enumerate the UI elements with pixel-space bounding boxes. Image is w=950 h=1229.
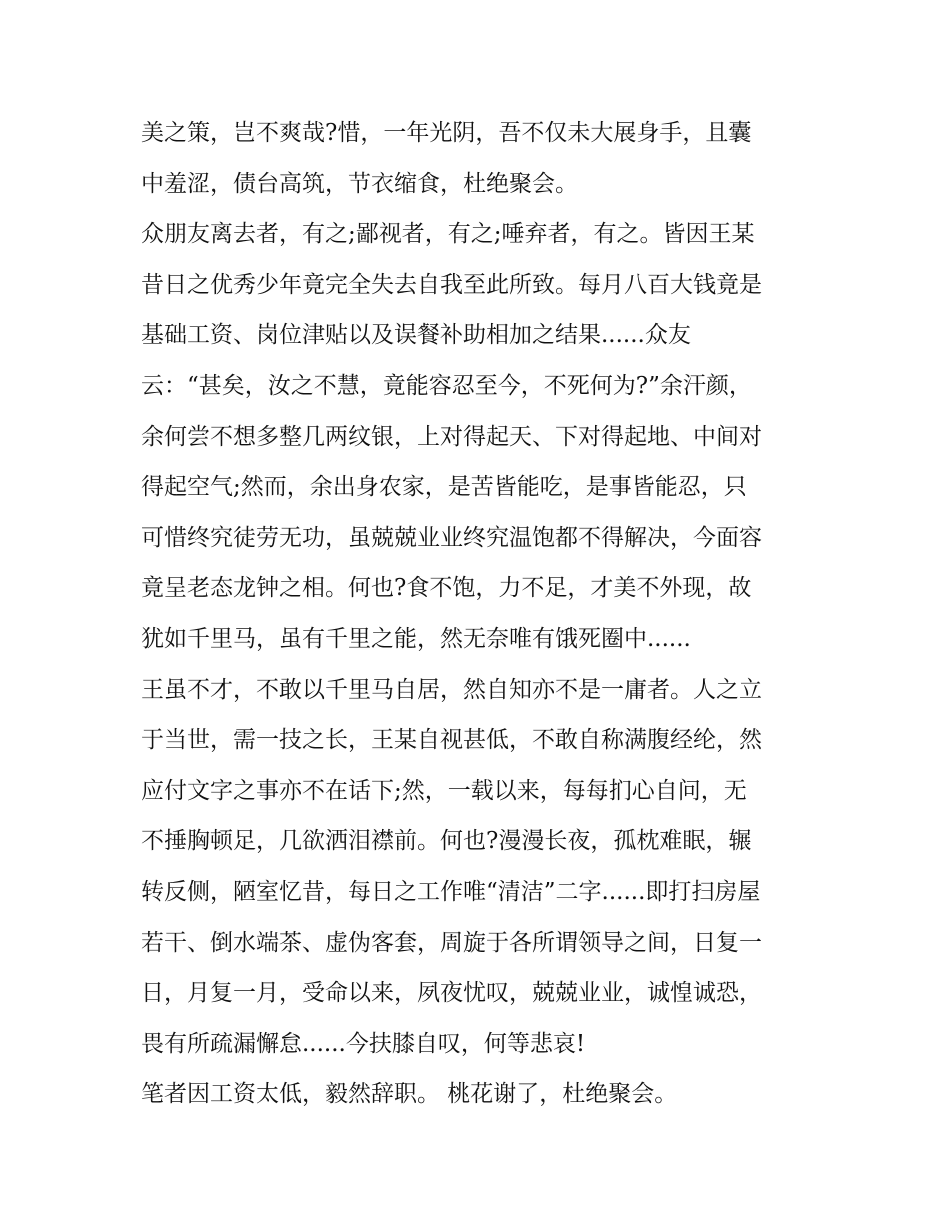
text-line: 王虽不才，不敢以千里马自居，然自知亦不是一庸者。人之立 [141, 676, 762, 703]
text-line: 云：“甚矣，汝之不慧，竟能容忍至今，不死何为?”余汗颜， [141, 372, 752, 399]
text-line: 若干、倒水端茶、虚伪客套，周旋于各所谓领导之间，日复一 [141, 929, 762, 956]
text-line: 转反侧，陋室忆昔，每日之工作唯“清洁”二字......即打扫房屋 [141, 878, 761, 905]
text-line: 余何尝不想多整几两纹银，上对得起天、下对得起地、中间对 [141, 423, 762, 450]
text-line: 可惜终究徒劳无功，虽兢兢业业终究温饱都不得解决，今面容 [141, 524, 762, 551]
text-line: 基础工资、岗位津贴以及误餐补助相加之结果......众友 [141, 322, 691, 349]
text-line: 畏有所疏漏懈怠......今扶膝自叹，何等悲哀! [141, 1030, 586, 1057]
text-line: 竟呈老态龙钟之相。何也?食不饱，力不足，才美不外现，故 [141, 575, 752, 602]
text-line: 日，月复一月，受命以来，夙夜忧叹，兢兢业业，诚惶诚恐， [141, 980, 762, 1007]
text-line: 笔者因工资太低，毅然辞职。 桃花谢了，杜绝聚会。 [141, 1081, 678, 1108]
text-line: 中羞涩，债台高筑，节衣缩食，杜绝聚会。 [141, 170, 578, 197]
text-line: 不捶胸顿足，几欲洒泪襟前。何也?漫漫长夜，孤枕难眠，辗 [141, 828, 752, 855]
text-line: 众朋友离去者，有之;鄙视者，有之;唾弃者，有之。皆因王某 [141, 221, 755, 248]
text-line: 美之策，岂不爽哉?惜，一年光阴，吾不仅未大展身手，且囊 [141, 120, 752, 146]
text-line: 昔日之优秀少年竟完全失去自我至此所致。每月八百大钱竟是 [141, 271, 762, 298]
text-line: 于当世，需一技之长，王某自视甚低，不敢自称满腹经纶，然 [141, 727, 762, 754]
text-line: 得起空气;然而，余出身农家，是苦皆能吃，是事皆能忍，只 [141, 474, 747, 501]
body-text [141, 108, 821, 1120]
text-line: 应付文字之事亦不在话下;然，一载以来，每每扪心自问，无 [141, 777, 747, 804]
text-line: 犹如千里马，虽有千里之能，然无奈唯有饿死圈中...... [141, 625, 691, 652]
